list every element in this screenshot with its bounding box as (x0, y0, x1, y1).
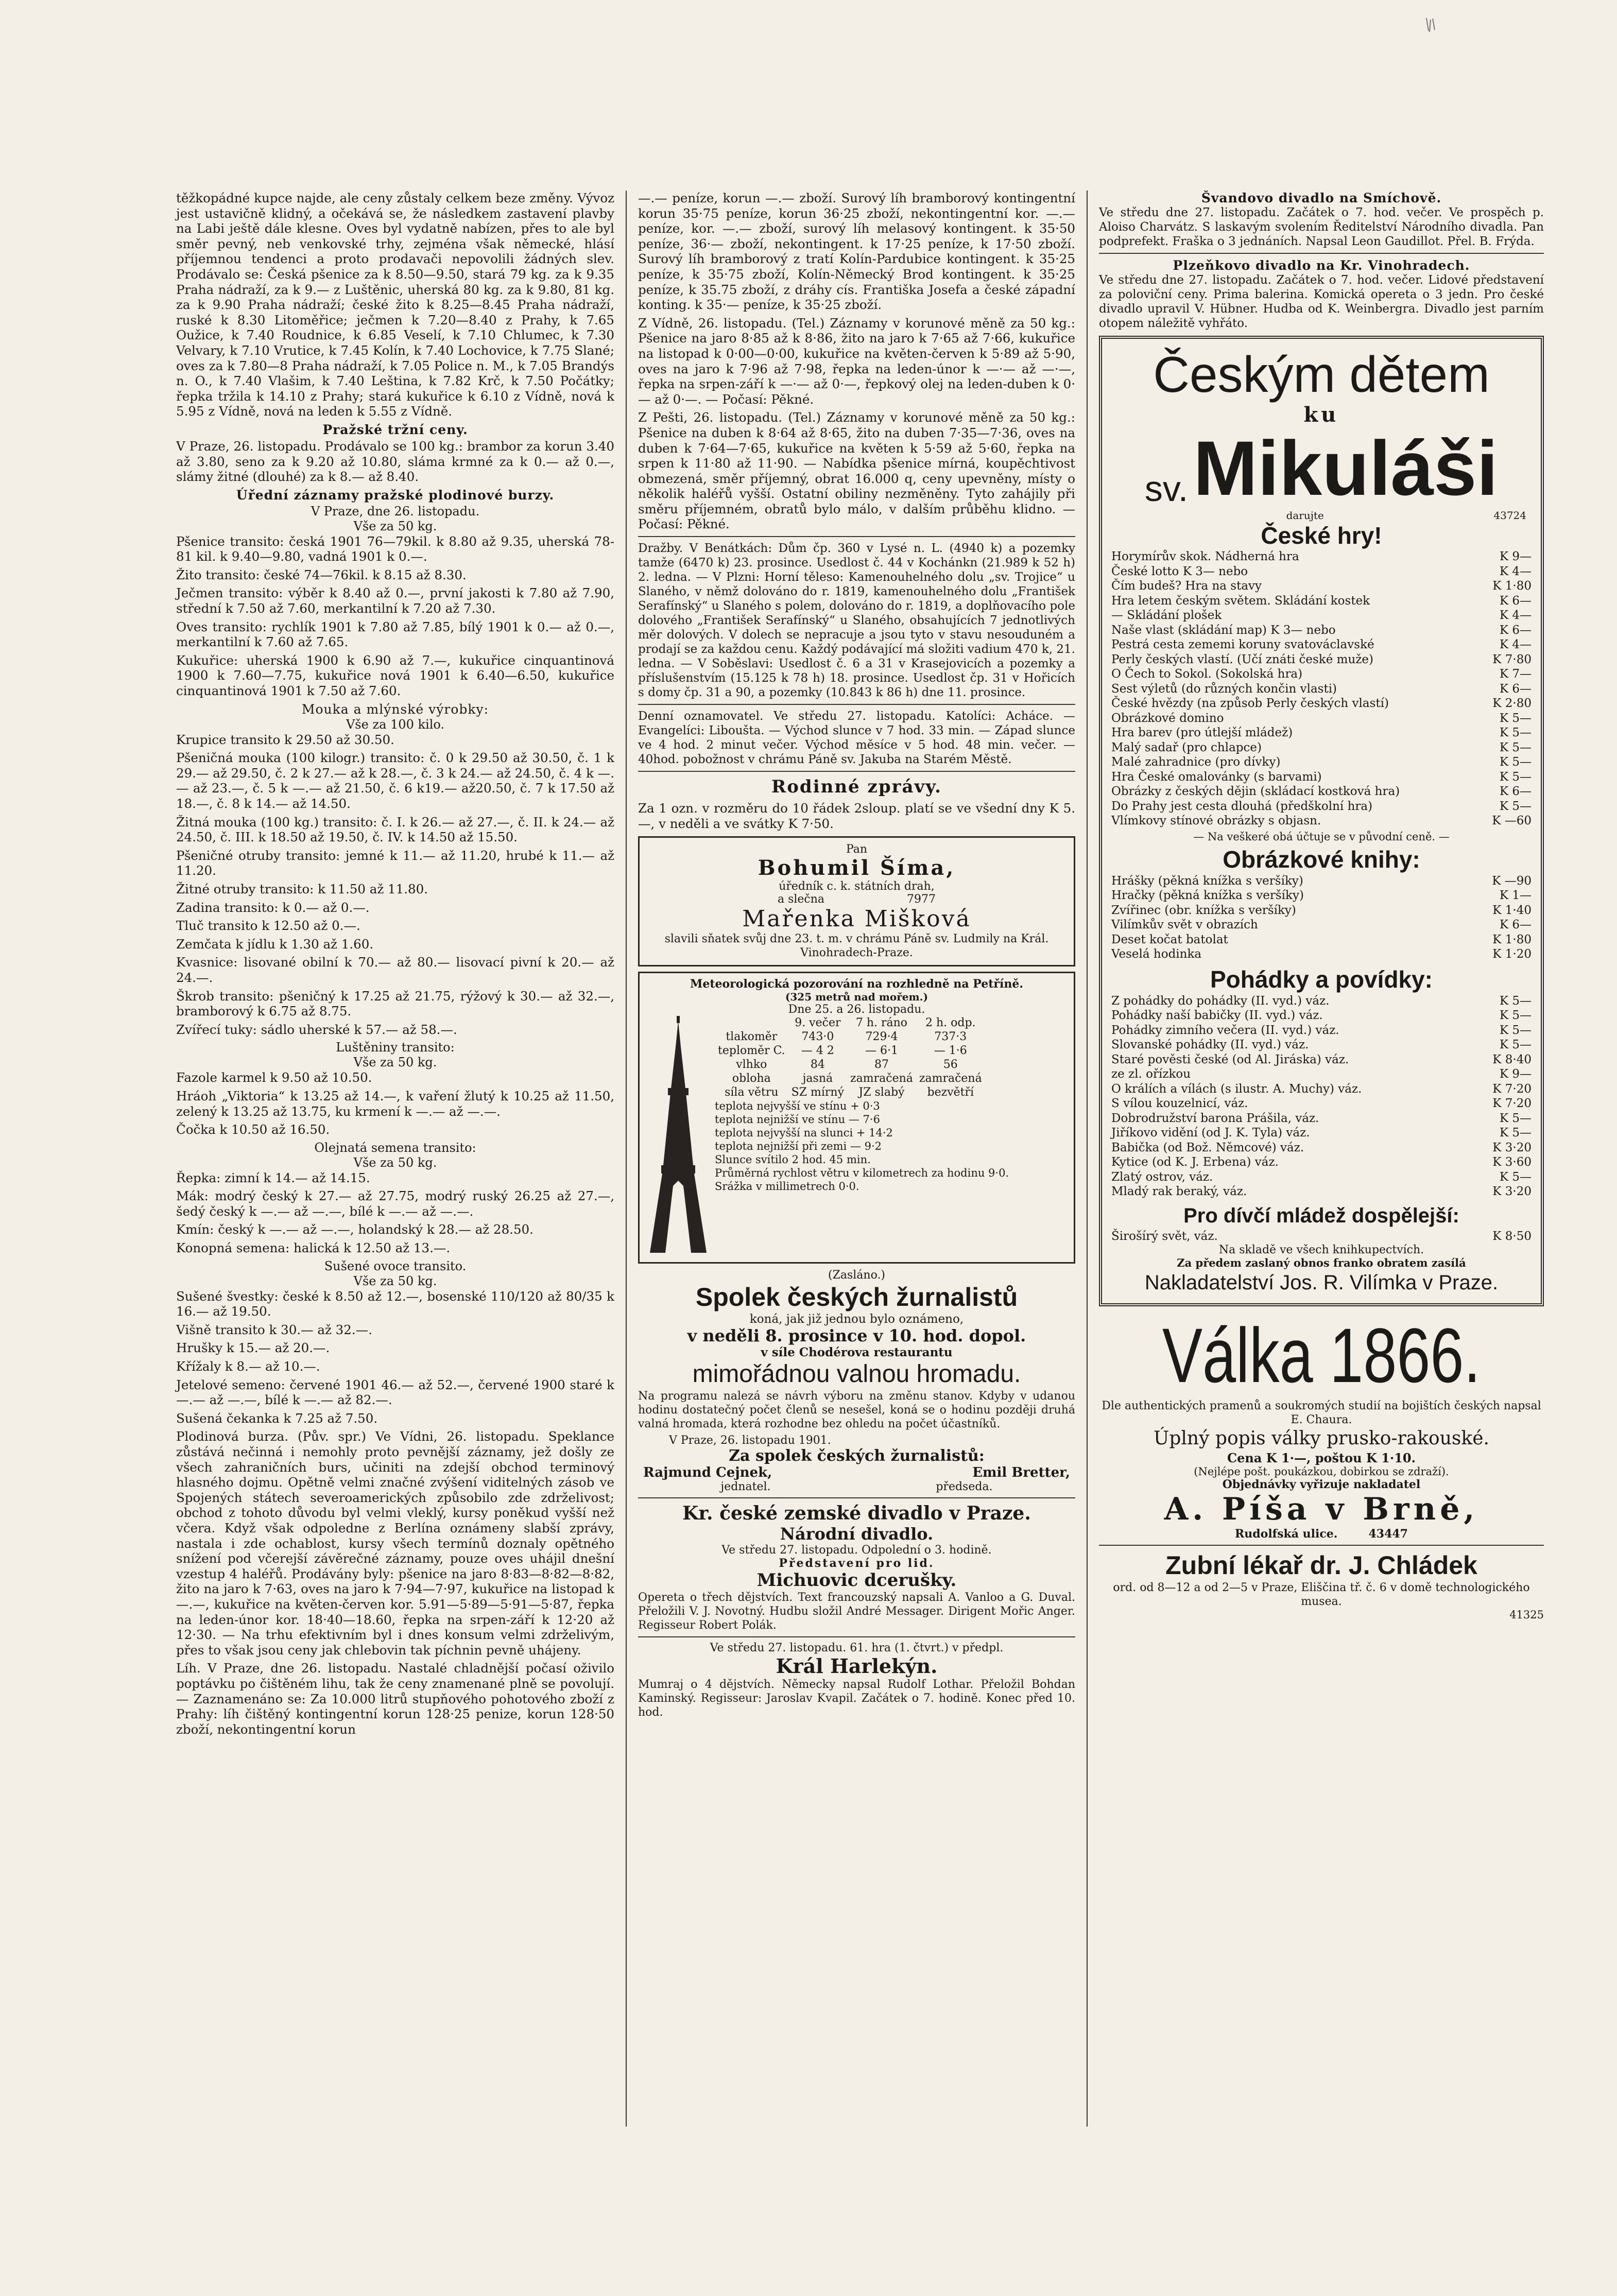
fairy-tale-book-price: K 7·20 (1492, 1082, 1532, 1096)
fairy-tale-book-price: K 5— (1499, 1170, 1532, 1184)
meteo-row (715, 1085, 985, 1099)
entry-cocka: Čočka k 10.50 až 16.50. (176, 1122, 330, 1137)
newspaper-page (165, 191, 1555, 2127)
zubni-text: ord. od 8—12 a od 2—5 v Praze, Eliščina tř. č. 6 v domě technologického musea. (1113, 1581, 1530, 1608)
petrin-tower-icon (645, 1016, 712, 1258)
fairy-tale-book-item (1111, 1141, 1532, 1155)
game-title: Obrázky z českých dějin (skládací kostková hra) (1111, 785, 1400, 798)
meteo-cell: síla větru (725, 1086, 779, 1099)
ad-ceske-hry: České hry! (1261, 522, 1382, 549)
meteo-cell: 87 (874, 1058, 889, 1072)
fairy-tale-book-item (1111, 1067, 1532, 1082)
game-title: Horymírův skok. Nádherná hra (1111, 550, 1299, 563)
fairy-tale-book-price: K 5— (1499, 1023, 1532, 1037)
picture-book-title: Hračky (pěkná knížka s veršíky) (1111, 889, 1304, 902)
picture-book-price: K 1·40 (1492, 903, 1532, 917)
valka-text3: (Nejlépe pošt. poukázkou, dobirkou se zdraží). (1194, 1465, 1449, 1478)
game-title: Hra letem českým světem. Skládání kostek (1111, 594, 1370, 608)
valka-text2: Úplný popis války prusko-rakouské. (1154, 1428, 1489, 1449)
game-title: Hra barev (pro útlejší mládež) (1111, 726, 1293, 739)
pisa-address: Rudolfská ulice. (1234, 1527, 1338, 1541)
valka-text1: Dle authentických pramenů a soukromých studií na bojištích českých napsal E. Chaura. (1102, 1400, 1541, 1426)
heading-uredni-zaznamy: Úřední záznamy pražské plodinové burzy. (236, 487, 555, 503)
entry-mak: Mák: modrý český k 27.— až 27.75, modrý ruský 26.25 až 27.—, šedý český k —.— až —.—, bílé k —.— až —.—. (176, 1188, 614, 1219)
meteo-cell: vlhko (736, 1058, 767, 1072)
mikulas-ad (1099, 336, 1544, 1306)
game-title: Do Prahy jest cesta dlouhá (předškolní hra) (1111, 799, 1373, 813)
games-list (1111, 549, 1532, 828)
game-item (1111, 637, 1532, 652)
meteo-dates: Dne 25. a 26. listopadu. (788, 1003, 925, 1016)
fairy-tale-book-item (1111, 1170, 1532, 1185)
ad-predem: Za předem zaslaný obnos franko obratem zasílá (1177, 1256, 1466, 1269)
fairy-tale-book-title: O králích a vílách (s ilustr. A. Muchy) váz. (1111, 1082, 1362, 1096)
entry-tluc: Tluč transito k 12.50 až 0.—. (176, 918, 360, 934)
divider (638, 771, 1075, 772)
game-price: K 6— (1499, 623, 1532, 637)
game-title: Obrázkové domino (1111, 711, 1224, 725)
meteo-extra-line: teplota nejvyšší ve stínu + 0·3 (715, 1100, 880, 1113)
fairy-tale-book-item (1111, 1126, 1532, 1141)
meteo-extra-line: teplota nejnižší při zemi — 9·2 (715, 1140, 882, 1153)
meteo-cell: 9. večer (795, 1016, 841, 1030)
game-item (1111, 608, 1532, 623)
spolek-place: v síle Chodérova restaurantu (761, 1345, 953, 1360)
unit-note-100: Vše za 100 kilo. (346, 717, 445, 732)
game-title: Čím budeš? Hra na stavy (1111, 579, 1262, 593)
entry-oves: Oves transito: rychlík 1901 k 7.80 až 7.85, bílý 1901 k 0.— až 0.—, merkantilní k 7.60 až 7.65. (176, 619, 614, 650)
game-price: K 5— (1499, 755, 1532, 769)
page-corner-mark (1421, 15, 1442, 36)
fairy-tale-book-price: K 3·20 (1492, 1141, 1532, 1154)
zaslano: (Zasláno.) (828, 1269, 886, 1282)
zubni-num: 41325 (1509, 1609, 1544, 1621)
narodni-text: Opereta o třech dějstvích. Text francouzský napsali A. Vanloo a G. Duval. Přeložili V. J. Novotný. Hudbu složil André Messager. Dirigent Mořic Anger. Regisseur Robert Polák. (638, 1591, 1075, 1632)
game-item (1111, 652, 1532, 667)
game-price: K 2·80 (1492, 697, 1532, 710)
game-price: K 6— (1499, 682, 1532, 696)
ad-note: — Na veškeré obá účtuje se v původní ceně. — (1193, 830, 1450, 843)
wedding-and: a slečna (777, 893, 825, 906)
girls-book-price: K 8·50 (1492, 1229, 1532, 1243)
entry-cekanka: Sušená čekanka k 7.25 až 7.50. (176, 1410, 378, 1426)
game-price: K 9— (1499, 550, 1532, 563)
heading-olejnata: Olejnatá semena transito: (314, 1140, 476, 1155)
entry-psenicna-mouka: Pšeničná mouka (100 kilogr.) transito: č. 0 k 29.50 až 30.50, č. 1 k 29.— až 29.50, č. 2 k 27.— až k 28.—, č. 3 k 24.— až 24.50, č. 4 k —.— až 23.—, č. 5 k —.— až 21.50, č. 6 k19.— až20.50, č. 7 k 17.50 až 18.—, č. 8 k 14.— až 14.50. (176, 750, 614, 811)
spolek-hromada: mimořádnou valnou hromadu. (692, 1360, 1021, 1388)
meteo-table (715, 1016, 985, 1099)
meteo-cell: 2 h. odp. (925, 1016, 976, 1030)
game-price: K 6— (1499, 594, 1532, 608)
ad-num: 43724 (1493, 509, 1526, 522)
entry-zitne-otruby: Žitné otruby transito: k 11.50 až 11.80. (176, 881, 428, 896)
game-price: K 7·80 (1492, 652, 1532, 666)
game-item (1111, 579, 1532, 594)
rodinne-pricing: Za 1 ozn. v rozměru do 10 řádek 2sloup. platí se ve všední dny K 5.—, v neděli a ve svátky K 7·50. (638, 801, 1075, 831)
signature-1: Rajmund Cejnek, (643, 1465, 772, 1481)
column-2 (626, 191, 1087, 2127)
ad-nakladatelstvi: Nakladatelství Jos. R. Vilímka v Praze. (1144, 1271, 1499, 1294)
game-price: K 5— (1499, 799, 1532, 813)
game-title: O Čech to Sokol. (Sokolská hra) (1111, 667, 1303, 681)
game-title: Sest výletů (do různých končin vlasti) (1111, 682, 1337, 696)
game-price: K 6— (1499, 785, 1532, 798)
game-price: K 5— (1499, 711, 1532, 725)
game-item (1111, 770, 1532, 785)
picture-book-title: Zvířinec (obr. knížka s veršíky) (1111, 903, 1296, 917)
picture-book-price: K 1·80 (1492, 933, 1532, 946)
plodinova-burza: Plodinová burza. (Pův. spr.) Ve Vídni, 26. listopadu. Speklance zůstává nečinná i nemohly proto pevnější záznamy, jež došly ze všech zahraničních burs, učiniti na zdejší obchod terminový hlasného dojmu. Opětně velmi značné zvýšení viditelných zásob ve Spojených státech severoamerických způsobilo zde zdrželivost; obchod z tohoto důvodu byl velmi vleklý, kursy poněkud vyšší než včera. Když však odpoledne z Berlína oznámeny slabší zprávy, nastala i zde ochablost, kursy všech termínů doznaly opětného snížení pod včerejší závěrečné záznamy, pouze oves uhájil dnešní vzestup 4 haléřů. Prodávány byly: pšenice na jaro 8·83—8·82—8·82, žito na jaro k 7·63, oves na jaro k 7·94—7·97, kukuřice na listopad k —.—, kukuřice na květen-červen kor. 5.91—5·89—5·91—5·87, řepka na leden-únor kor. 18·40—18.60, řepka na srpen-září k 12·20 až 12·30. — Na trhu efektivním byl i dnes konsum velmi zdrželivým, přes to však jsou ceny jak chlebovin tak píchnin pevně uhájeny. (176, 1429, 614, 1658)
divider (638, 704, 1075, 705)
wedding-text: slavili sňatek svůj dne 23. t. m. v chrámu Páně sv. Ludmily na Král. Vinohradech-Praze. (664, 933, 1049, 960)
entry-krupice: Krupice transito k 29.50 až 30.50. (176, 732, 394, 747)
entry-konopna: Konopná semena: halická k 12.50 až 13.—. (176, 1240, 451, 1256)
entry-tuky: Zvířecí tuky: sádlo uherské k 57.— až 58.—. (176, 1022, 457, 1037)
entry-psenice: Pšenice transito: česká 1901 76—79kil. k 8.80 až 9.35, uherská 78-81 kil. k 9.40—9.80, vadná 1901 k 0.—. (176, 533, 614, 564)
unit-note-lusteniny: Vše za 50 kg. (353, 1055, 437, 1070)
unit-note: Vše za 50 kg. (353, 519, 437, 533)
divider (638, 536, 1075, 537)
meteo-extra-line: teplota nejvyšší na slunci + 14·2 (715, 1127, 893, 1140)
column-3 (1087, 191, 1555, 2127)
game-title: České lotto K 3— nebo (1111, 564, 1248, 578)
game-item (1111, 726, 1532, 740)
picture-book-price: K 6— (1499, 918, 1532, 931)
meteo-cell: 84 (810, 1058, 825, 1072)
girls-book-title: Širošírý svět, váz. (1111, 1229, 1218, 1243)
signature-1-role: jednatel. (720, 1480, 771, 1494)
meteo-cell: — 4 2 (801, 1044, 834, 1058)
game-price: K 4— (1499, 564, 1532, 578)
spolek-dateline: V Praze, 26. listopadu 1901. (669, 1434, 831, 1447)
game-title: Pestrá cesta zememi koruny svatováclavské (1111, 638, 1374, 651)
fairy-tale-book-price: K 3·60 (1492, 1155, 1532, 1169)
entry-fazole: Fazole karmel k 9.50 až 10.50. (176, 1070, 372, 1085)
svandovo-text: Ve středu dne 27. listopadu. Začátek o 7. hod. večer. Ve prospěch p. Aloiso Charvátz. S laskavým svolením Ředitelství Národního divadla. Pan podprefekt. Fraška o 3 jednáních. Napsal Leon Gaudillot. Přel. B. Frýda. (1099, 206, 1544, 248)
heading-lusteniny: Luštěniny transito: (336, 1040, 455, 1055)
wedding-announcement (638, 836, 1075, 966)
report-pesti: Z Pešti, 26. listopadu. (Tel.) Záznamy v korunové měně za 50 kg.: Pšenice na duben k 8·64 až 8·65, žito na duben 7·35—7·36, oves na duben k 7·64—7·65, kukuřice na květen k 5·59 až 5·60, řepka na srpen k 11·80 až 11·90. — Nabídka pšenice mírná, koupěchtivost obmezená, směr příjemný, obrat 16.000 q, ceny upevněny, místy o několik haléřů vyšší. Ostatní obiliny nezměněny. Tyto zahájily při směru příjemném, obratů bylo málo, v dalším průběhu klidno. — Počasí: Pěkné. (638, 410, 1075, 532)
plzen-heading: Plzeňkovo divadlo na Kr. Vinohradech. (1173, 258, 1470, 273)
meteo-cell: 737·3 (934, 1030, 967, 1044)
picture-book-item (1111, 874, 1532, 889)
game-item (1111, 682, 1532, 697)
game-item (1111, 623, 1532, 638)
meteo-row (715, 1072, 985, 1085)
meteo-cell: jasná (802, 1072, 833, 1085)
fairy-tale-book-title: Z pohádky do pohádky (II. vyd.) váz. (1111, 994, 1330, 1008)
heading-mouka: Mouka a mlýnské výrobky: (301, 701, 489, 717)
fairy-tale-book-item (1111, 1082, 1532, 1097)
game-price: K 1·80 (1492, 579, 1532, 593)
picture-book-price: K —90 (1492, 874, 1532, 888)
picture-book-item (1111, 918, 1532, 933)
game-item (1111, 667, 1532, 682)
pohadky-list (1111, 994, 1532, 1199)
game-item (1111, 784, 1532, 799)
kral-line: Ve středu 27. listopadu. 61. hra (1. čtvrt.) v předpl. (710, 1642, 1004, 1655)
game-item (1111, 564, 1532, 579)
lih-report: Líh. V Praze, dne 26. listopadu. Nastalé chladnější počasí oživilo poptávku po čištěném lihu, tak že ceny znamenané plně se povolují. — Zaznamenáno se: Za 10.000 litrů stupňového pohotového zboží z Prahy: líh čištěný kontingentní korun 128·25 penize, korun 128·50 zboží, nekontingentní korun (176, 1661, 614, 1737)
fairy-tale-book-price: K 5— (1499, 994, 1532, 1008)
pohadky-heading: Pohádky a povídky: (1210, 965, 1433, 993)
heading-rodinne-zpravy: Rodinné zprávy. (771, 776, 942, 798)
entry-zemcata: Zemčata k jídlu k 1.30 až 1.60. (176, 936, 374, 952)
meteo-cell: — 1·6 (934, 1044, 967, 1058)
game-title: Naše vlast (skládání map) K 3— nebo (1111, 623, 1336, 637)
fairy-tale-book-title: S vílou kouzelnicí, váz. (1111, 1097, 1248, 1110)
unit-note-ovoce: Vše za 50 kg. (353, 1273, 437, 1288)
fairy-tale-book-price: K 7·20 (1492, 1097, 1532, 1110)
girls-book-item (1111, 1229, 1532, 1244)
pisa-brno: A. Píša v Brně, (1164, 1491, 1479, 1527)
picture-book-item (1111, 947, 1532, 962)
game-item (1111, 814, 1532, 828)
meteo-title: Meteorologická pozorování na rozhledně na Petříně. (690, 977, 1023, 991)
lih-continued: —.— peníze, korun —.— zboží. Surový líh bramborový kontingentní korun 35·75 peníze, korun 36·25 zboží, nekontingentní kor. —.— peníze, kor. —.— zboží, surový líh melasový kontingent. k 35·50 peníze, 36·— zboží, nekontingent. k 17·25 peníze, k 17·50 zboží. Surový líh bramborový z tratí Kolín-Pardubice kontingent. k 35·25 peníze, k 35·75 zboží, Kolín-Německý Brod kontingent. k 35·25 peníze, k 35.75 zboží, z dráhy cís. Františka Josefa a české západní konting. k 35·— peníze, k 35·25 zboží. (638, 191, 1075, 313)
meteo-row (715, 1044, 985, 1058)
narodni-divadlo: Národní divadlo. (780, 1524, 934, 1544)
divider (638, 1497, 1075, 1498)
meteo-row (715, 1030, 985, 1044)
game-item (1111, 549, 1532, 564)
wedding-job: úředník c. k. státních drah, (779, 880, 935, 893)
game-price: K 5— (1499, 770, 1532, 784)
meteo-cell: 56 (943, 1058, 958, 1072)
meteo-cell: JZ slabý (858, 1086, 905, 1099)
fairy-tale-book-item (1111, 1155, 1532, 1170)
picture-book-price: K 1— (1499, 889, 1532, 902)
svandovo-heading: Švandovo divadlo na Smíchově. (1201, 191, 1442, 205)
ad-title: Českým dětem (1153, 346, 1490, 403)
michuovic: Michuovic dcerušky. (756, 1570, 957, 1591)
fairy-tale-book-title: Zlatý ostrov, váz. (1111, 1170, 1213, 1184)
fairy-tale-book-price: K 3·20 (1492, 1185, 1532, 1198)
fairy-tale-book-title: Staré pověsti české (od Al. Jiráska) váz. (1111, 1052, 1349, 1066)
entry-jetelove: Jetelové semeno: červené 1901 46.— až 52.—, červené 1900 staré k —.— až —.—, bílé k —.— až 82.—. (176, 1377, 614, 1408)
entry-krizaly: Křížaly k 8.— až 10.—. (176, 1359, 320, 1374)
picture-book-title: Veselá hodinka (1111, 947, 1202, 961)
picture-book-title: Vilímkův svět v obrazích (1111, 918, 1258, 931)
spolek-program: Na programu nalezá se návrh výboru na změnu stanov. Kdyby v udanou hodinu dostatečný počet členů se nesešel, koná se o hodinu později druhá valná hromada, která rozhodne bez ohledu na počet účastníků. (638, 1390, 1075, 1431)
entry-zito: Žito transito: české 74—76kil. k 8.15 až 8.30. (176, 567, 467, 582)
entry-zadina: Zadina transito: k 0.— až 0.—. (176, 900, 370, 915)
meteo-extra-line: Srážka v millimetrech 0·0. (715, 1180, 859, 1193)
meteo-cell: 7 h. ráno (855, 1016, 908, 1030)
game-item (1111, 799, 1532, 814)
picture-book-item (1111, 933, 1532, 947)
dateline: V Praze, dne 26. listopadu. (311, 504, 480, 519)
meteo-cell: 743·0 (801, 1030, 834, 1044)
meteo-extra-line: teplota nejnižší ve stínu — 7·6 (715, 1113, 880, 1126)
wedding-groom: Bohumil Šíma, (758, 856, 956, 881)
ad-ku: ku (1303, 403, 1339, 427)
drazby: Dražby. V Benátkách: Dům čp. 360 v Lysé n. L. (4940 k) a pozemky tamže (6470 k) 23. prosince. Usedlost č. 44 v Kochánkn (21.989 k 52 h) 2. ledna. — V Plzni: Horní těleso: Kamenouhelného dolu „sv. Trojice“ u Slaného, v němž dolováno do r. 1819, kamenouhelného dolu „František Serafínský“ u Slaného s polem, dolováno do r. 1819, a doplňovacího pole dolového „František Serafínský“ u Slaného, obsahujících 7 jednotlivých měr dolových. V dolech se nepracuje a jsou tyto v stavu nesouduném a prodají se za každou cenu. Každý podávající má složiti vadium 470 k, 21. ledna. — V Soběslavi: Usedlost č. 6 a 31 v Krasejovicích a pozemky a příslušenstvím (15.125 k 78 h) 18. prosince. Usedlost čp. 31 v Hořicích s domy čp. 31 a 90, a pozemky (10.843 k 86 h) dne 11. prosince. (638, 542, 1075, 700)
fairy-tale-book-title: Babička (od Bož. Němcové) váz. (1111, 1141, 1304, 1154)
entry-kukurice: Kukuřice: uherská 1900 k 6.90 až 7.—, kukuřice cinquantinová 1900 k 7.60—7.75, kukuřice nová 1901 k 6.40—6.50, kukuřice cinquantinová 1901 k 7.50 až 7.60. (176, 652, 614, 699)
entry-kmin: Kmín: český k —.— až —.—, holandský k 28.— až 28.50. (176, 1222, 534, 1237)
valka-price: Cena K 1·—, poštou K 1·10. (1227, 1451, 1416, 1465)
obrazkove-heading: Obrázkové knihy: (1223, 845, 1420, 873)
divider (1099, 1545, 1544, 1546)
fairy-tale-book-item (1111, 994, 1532, 1009)
meteo-cell: 729·4 (865, 1030, 898, 1044)
fairy-tale-book-title: Dobrodružství barona Prášila, váz. (1111, 1111, 1319, 1125)
fairy-tale-book-item (1111, 1052, 1532, 1067)
entry-kvasnice: Kvasnice: lisované obilní k 70.— až 80.— lisovací pivní k 20.— až 24.—. (176, 955, 614, 985)
denni-oznamovatel: Denní oznamovatel. Ve středu 27. listopadu. Katolíci: Acháce. — Evangelíci: Liboušta. — Východ slunce v 7 hod. 33 min. — Západ slunce ve 4 hod. 2 minut večer. Východ měsíce v 5 hod. 48 min. večer. — 40hod. pobožnost v chrámu Páně sv. Jakuba na Starém Městě. (638, 710, 1075, 767)
ad-mikulasi: Mikuláši (1193, 425, 1499, 511)
pisa-num: 43447 (1368, 1527, 1408, 1541)
trzni-ceny-text: V Praze, 26. listopadu. Prodávalo se 100 kg.: brambor za korun 3.40 až 3.80, seno za k 9.20 až 10.80, sláma krmné za k 0.— až 0.—, slámy žitné (dlouhé) za k 8.— až 8.40. (176, 438, 614, 485)
signature-2: Emil Bretter, (972, 1465, 1070, 1481)
fairy-tale-book-item (1111, 1184, 1532, 1199)
fairy-tale-book-price: K 5— (1499, 1126, 1532, 1140)
spolek-title: Spolek českých žurnalistů (695, 1283, 1018, 1312)
fairy-tale-book-title: Kytice (od K. J. Erbena) váz. (1111, 1155, 1279, 1169)
fairy-tale-book-item (1111, 1111, 1532, 1126)
wedding-bride: Mařenka Mišková (742, 906, 971, 933)
meteo-cell: — 6·1 (865, 1044, 898, 1058)
valka-text4: Objednávky vyřizuje nakladatel (1222, 1478, 1421, 1491)
signature-2-role: předseda. (936, 1480, 993, 1494)
spolek-date: v neděli 8. prosince v 10. hod. dopol. (687, 1326, 1026, 1346)
meteo-cell: zamračená (919, 1072, 982, 1085)
spolek-line1: koná, jak již jednou bylo oznámeno, (749, 1313, 964, 1326)
meteo-row (715, 1058, 985, 1072)
game-item (1111, 740, 1532, 755)
heading-ovoce: Sušené ovoce transito. (324, 1258, 467, 1273)
fairy-tale-book-title: Mladý rak beraký, váz. (1111, 1185, 1247, 1198)
divci-heading: Pro dívčí mládež dospělejší: (1183, 1204, 1459, 1227)
fairy-tale-book-item (1111, 1008, 1532, 1023)
meteo-cell: bezvětří (927, 1086, 974, 1099)
fairy-tale-book-item (1111, 1038, 1532, 1052)
game-price: K 4— (1499, 638, 1532, 651)
entry-hrach: Hráoh „Viktoria“ k 13.25 až 14.—, k vaření žlutý k 10.25 až 11.50, zelený k 13.25 až 13.75, ku krmení k —.— až —.—. (176, 1088, 614, 1119)
game-item (1111, 696, 1532, 711)
game-title: — Skládání plošek (1111, 609, 1222, 622)
column-1 (165, 191, 626, 2127)
fairy-tale-book-title: ze zl. ořízkou (1111, 1067, 1191, 1081)
report-vidne: Z Vídně, 26. listopadu. (Tel.) Záznamy v korunové měně za 50 kg.: Pšenice na jaro 8·85 až k 8·86, žito na jaro k 7·65 až 7·66, kukuřice na listopad k 0·00—0·00, kukuřice na květen-červen k 5·89 až 5·90, oves na jaro k 7·96 až 7·98, řepka na leden-únor k —·— až —·—, řepka na srpen-září k —·— až 0·—, řepkový olej na leden-duben k 0·— až 0·—. — Počasí: Pěkné. (638, 315, 1075, 407)
heading-trzni-ceny: Pražské tržní ceny. (322, 422, 468, 437)
game-title: Vlímkovy stínové obrázky s objasn. (1111, 814, 1321, 827)
fairy-tale-book-item (1111, 1096, 1532, 1111)
entry-svestky: Sušené švestky: české k 8.50 až 12.—, bosenské 110/120 až 80/35 k 16.— až 19.50. (176, 1288, 614, 1319)
kral-harlekyn: Král Harlekýn. (776, 1654, 938, 1678)
ad-sklad: Na skladě ve všech knihkupectvích. (1218, 1244, 1424, 1256)
predstaveni: Představení pro lid. (779, 1557, 935, 1570)
entry-jecmen: Ječmen transito: výběr k 8.40 až 0.—, první jakosti k 7.80 až 7.90, střední k 7.50 až 7.60, merkantilní k 7.20 až 7.30. (176, 585, 614, 616)
picture-book-title: Deset kočat batolat (1111, 933, 1228, 946)
wedding-pan: Pan (846, 843, 868, 856)
game-title: Malý sadař (pro chlapce) (1111, 740, 1262, 754)
plzen-text: Ve středu dne 27. listopadu. Začátek o 7. hod. večer. Lidové představení za poloviční ceny. Prima balerina. Komická opereta o 3 jedn. Pro české divadlo upravil V. Hübner. Hudba od K. Weinbergra. Divadlo jest parním otopem náležitě vyhřáto. (1099, 273, 1544, 330)
picture-book-price: K 1·20 (1492, 947, 1532, 961)
fairy-tale-book-price: K 5— (1499, 1009, 1532, 1022)
meteo-cell: zamračená (850, 1072, 913, 1085)
entry-visne: Višně transito k 30.— až 32.—. (176, 1322, 372, 1337)
divci-list (1111, 1229, 1532, 1244)
game-price: K —60 (1492, 814, 1532, 827)
valka-title: Válka 1866. (1162, 1312, 1481, 1399)
game-price: K 4— (1499, 609, 1532, 622)
fairy-tale-book-price: K 9— (1499, 1067, 1532, 1081)
game-item (1111, 594, 1532, 609)
game-title: Malé zahradnice (pro dívky) (1111, 755, 1281, 769)
zubni-lekar: Zubní lékař dr. J. Chládek (1165, 1551, 1477, 1580)
picture-book-item (1111, 888, 1532, 903)
fairy-tale-book-price: K 5— (1499, 1038, 1532, 1051)
meteo-cell: tlakoměr (726, 1030, 778, 1044)
game-title: České hvězdy (na způsob Perly českých vlastí) (1111, 697, 1389, 710)
market-report: těžkopádné kupce najde, ale ceny zůstaly celkem beze změny. Vývoz jest ustavičně klidný, a očekává se, že následkem zastavení plavby na Labi ještě dále klesne. Oves byl vydatně nabízen, přes to ale byl směr pevný, neb venkovské trhy, zejména však německé, hlásí příjemnou tendenci a proto prodavači nepovolili žádných slev. Prodávalo se: Česká pšenice za k 8.50—9.50, stará 79 kg. za k 9.35 Praha nádraží, za k 9.— z Luštěnic, uherská 80 kg. za k 9.80, 81 kg. za k 9.90 Praha nádraží; české žito k 8.25—8.45 Praha nádraží, ruské k 8.30 Litoměřice; ječmen k 7.20—8.40 z Prahy, k 7.65 Oužice, k 7.40 Roudnice, k 6.85 Veselí, k 7.10 Chlumec, k 7.30 Velvary, k 7.10 Vrutice, k 7.45 Kolín, k 7.40 Lochovice, k 7.75 Slané; oves za k 7.80—8 Praha nádraží, k 7.05 Police n. M., k 7.05 Brandýs n. O., k 7.40 Vlašim, k 7.40 Leština, k 7.82 Krč, k 7.50 Počátky; řepka tržila k 14.10 z Prahy; stará kukuřice k 6.10 z Vídně, nová k 5.95 z Vídně, nová na leden k 5.55 z Vídně. (176, 191, 614, 419)
unit-note-olejnata: Vše za 50 kg. (353, 1155, 437, 1170)
divider (1099, 253, 1544, 254)
entry-repka: Řepka: zimní k 14.— až 14.15. (176, 1170, 370, 1185)
divider (638, 1636, 1075, 1637)
picture-book-item (1111, 903, 1532, 918)
game-title: Perly českých vlastí. (Učí znáti české muže) (1111, 652, 1373, 666)
fairy-tale-book-title: Pohádky naší babičky (II. vyd.) váz. (1111, 1009, 1323, 1022)
entry-otruby: Pšeničné otruby transito: jemné k 11.— až 11.20, hrubé k 11.— až 11.20. (176, 848, 614, 878)
fairy-tale-book-price: K 5— (1499, 1111, 1532, 1125)
ad-sv: sv. (1144, 469, 1189, 509)
meteo-sub: (325 metrů nad mořem.) (785, 991, 928, 1004)
game-title: Hra České omalovánky (s barvami) (1111, 770, 1322, 784)
game-price: K 5— (1499, 726, 1532, 739)
meteo-cell (715, 1016, 788, 1030)
fairy-tale-book-title: Pohádky zimního večera (II. vyd.) váz. (1111, 1023, 1339, 1037)
entry-zitna-mouka: Žitná mouka (100 kg.) transito: č. I. k 26.— až 27.—, č. II. k 24.— až 24.50, č. III. k 18.50 až 19.50, č. IV. k 14.50 až 15.50. (176, 814, 614, 845)
meteo-cell: SZ mírný (791, 1086, 845, 1099)
entry-hrusky: Hrušky k 15.— až 20.—. (176, 1340, 330, 1356)
kral-text: Mumraj o 4 dějstvích. Německy napsal Rudolf Lothar. Přeložil Bohdan Kaminský. Regisseur: Jaroslav Kvapil. Začátek o 7. hodině. Konec před 10. hod. (638, 1678, 1075, 1719)
entry-skrob: Škrob transito: pšeničný k 17.25 až 21.75, rýžový k 30.— až 32.—, bramborový k 6.75 až 8.75. (176, 988, 614, 1019)
picture-book-title: Hrášky (pěkná knížka s veršíky) (1111, 874, 1303, 888)
wedding-num: 7977 (907, 893, 936, 906)
spolek-za: Za spolek českých žurnalistů: (729, 1447, 985, 1465)
meteo-extra-line: Slunce svítilo 2 hod. 45 min. (715, 1153, 871, 1166)
meteo-cell: teploměr C. (718, 1044, 785, 1058)
fairy-tale-book-title: Jiříkovo vidění (od J. K. Tyla) váz. (1111, 1126, 1310, 1140)
game-price: K 5— (1499, 740, 1532, 754)
fairy-tale-book-title: Slovanské pohádky (II. vyd.) váz. (1111, 1038, 1309, 1051)
meteo-extra-line: Průměrná rychlost větru v kilometrech za hodinu 9·0. (715, 1167, 1009, 1180)
obrazkove-list (1111, 874, 1532, 962)
ad-darujte: darujte (1286, 509, 1324, 522)
fairy-tale-book-item (1111, 1023, 1532, 1038)
meteo-cell: oblohа (732, 1072, 771, 1085)
meteo-row (715, 1016, 985, 1030)
meteo-box (638, 972, 1075, 1264)
game-item (1111, 755, 1532, 770)
narodni-line: Ve středu 27. listopadu. Odpolední o 3. hodině. (721, 1544, 992, 1557)
game-price: K 7— (1499, 667, 1532, 681)
fairy-tale-book-price: K 8·40 (1492, 1052, 1532, 1066)
game-item (1111, 711, 1532, 726)
divadlo-heading: Kr. české zemské divadlo v Praze. (682, 1503, 1031, 1525)
